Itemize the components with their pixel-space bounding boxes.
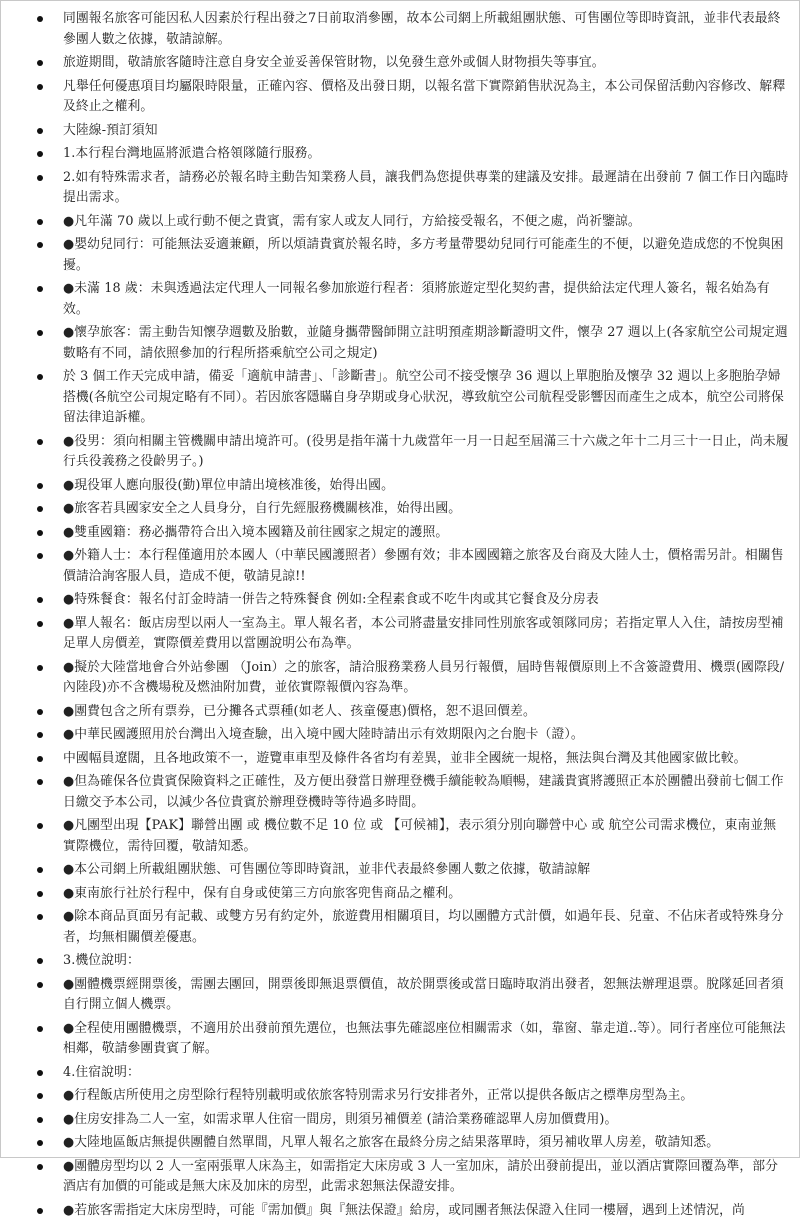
list-item-text: ●大陸地區飯店無提供團體自然單間，凡單人報名之旅客在最終分房之結果落單時，須另補收單人房差，敬請知悉。 xyxy=(63,1135,719,1150)
list-item xyxy=(63,499,789,520)
bullet-icon xyxy=(37,242,43,248)
bullet-icon xyxy=(37,982,43,988)
bullet-icon xyxy=(37,286,43,292)
list-item xyxy=(63,121,789,142)
list-item xyxy=(63,476,789,497)
list-item xyxy=(63,523,789,544)
list-item-text: ●凡團型出現【PAK】聯營出團 或 機位數不足 10 位 或 【可候補】，表示須分別向聯營中心 或 航空公司需求機位，東南並無實際機位，需待回覆，敬請知悉。 xyxy=(63,818,776,854)
bullet-icon xyxy=(37,597,43,603)
bullet-icon xyxy=(37,891,43,897)
list-item-text: 大陸線-預訂須知 xyxy=(63,123,158,138)
list-item xyxy=(63,77,789,118)
list-item-text: ●懷孕旅客：需主動告知懷孕週數及胎數，並隨身攜帶醫師開立註明預產期診斷證明文件，懷孕 27 週以上(各家航空公司規定週數略有不同，請依照參加的行程所搭乘航空公司之規定) xyxy=(63,325,788,361)
list-item-text: 2.如有特殊需求者，請務必於報名時主動告知業務人員，讓我們為您提供專業的建議及安排。最遲請在出發前 7 個工作日內臨時提出需求。 xyxy=(63,170,788,206)
list-item-text: ●嬰幼兒同行：可能無法妥適兼顧，所以煩請貴賓於報名時，多方考量帶嬰幼兒同行可能產生的不便，以避免造成您的不悅與困擾。 xyxy=(63,237,784,273)
list-item xyxy=(63,367,789,429)
list-item xyxy=(63,1133,789,1154)
list-item xyxy=(63,1063,789,1084)
list-item xyxy=(63,590,789,611)
bullet-icon xyxy=(37,374,43,380)
bullet-icon xyxy=(37,1208,43,1214)
list-item-text: ●住房安排為二人一室，如需求單人住宿一間房，則須另補價差 (請洽業務確認單人房加價費用)。 xyxy=(63,1112,617,1127)
list-item xyxy=(63,614,789,655)
bullet-icon xyxy=(37,151,43,157)
list-item-text: ●凡年滿 70 歲以上或行動不便之貴賓，需有家人或友人同行，方給接受報名，不便之處，尚祈鑒諒。 xyxy=(63,214,641,229)
list-item-text: 於 3 個工作天完成申請，備妥「適航申請書」、「診斷書」。航空公司不接受懷孕 36 週以上單胞胎及懷孕 32 週以上多胞胎孕婦搭機(各航空公司規定略有不同）。若因旅客隱瞞自身孕期或身心狀況，導致航空公司航程受影響因而產生之成本，航空公司將保留法律追訴權。 xyxy=(63,369,784,425)
bullet-icon xyxy=(37,219,43,225)
list-item xyxy=(63,1019,789,1060)
list-item xyxy=(63,53,789,74)
bullet-icon xyxy=(37,175,43,181)
bullet-icon xyxy=(37,1117,43,1123)
list-item-text: 1.本行程台灣地區將派遣合格領隊隨行服務。 xyxy=(63,146,320,161)
list-item xyxy=(63,951,789,972)
bullet-icon xyxy=(37,709,43,715)
list-item-text: ●除本商品頁面另有記載、或雙方另有約定外，旅遊費用相關項目，均以團體方式計價，如過年長、兒童、不佔床者或特殊身分者，均無相關價差優惠。 xyxy=(63,909,784,945)
bullet-icon xyxy=(37,867,43,873)
list-item-text: ●本公司網上所載組團狀態、可售團位等即時資訊，並非代表最終參團人數之依據，敬請諒解 xyxy=(63,862,590,877)
list-item xyxy=(63,860,789,881)
list-item xyxy=(63,1110,789,1131)
bullet-icon xyxy=(37,60,43,66)
list-item xyxy=(63,1157,789,1198)
list-item xyxy=(63,168,789,209)
bullet-icon xyxy=(37,621,43,627)
list-item-text: 3.機位說明： xyxy=(63,953,140,968)
list-item-text: ●未滿 18 歲：未與透過法定代理人一同報名參加旅遊行程者：須將旅遊定型化契約書，提供給法定代理人簽名，報名始為有效。 xyxy=(63,281,770,317)
list-item-text: 同團報名旅客可能因私人因素於行程出發之7日前取消參團，故本公司網上所載組團狀態、可售團位等即時資訊，並非代表最終參團人數之依據，敬請諒解。 xyxy=(63,11,781,47)
list-item-text: ●東南旅行社於行程中，保有自身或使第三方向旅客兜售商品之權利。 xyxy=(63,886,461,901)
list-item xyxy=(63,816,789,857)
list-item-text: ●若旅客需指定大床房型時，可能『需加價』與『無法保證』給房，或同團者無法保證入住同一樓層，遇到上述情況，尚 xyxy=(63,1203,745,1218)
bullet-icon xyxy=(37,84,43,90)
list-item-text: ●旅客若具國家安全之人員身分，自行先經服務機關核准，始得出國。 xyxy=(63,501,461,516)
bullet-icon xyxy=(37,1070,43,1076)
list-item-text: ●擬於大陸當地會合外站參團 （Join）之的旅客，請洽服務業務人員另行報價，屆時售報價原則上不含簽證費用、機票(國際段/內陸段)亦不含機場稅及燃油附加費，並依實際報價內容為準。 xyxy=(63,660,784,696)
bullet-icon xyxy=(37,1026,43,1032)
list-item-text: 4.住宿說明： xyxy=(63,1065,140,1080)
list-item xyxy=(63,1201,789,1221)
bullet-icon xyxy=(37,779,43,785)
bullet-icon xyxy=(37,756,43,762)
bullet-icon xyxy=(37,330,43,336)
list-item xyxy=(63,975,789,1016)
list-item xyxy=(63,235,789,276)
list-item xyxy=(63,884,789,905)
list-item-text: ●雙重國籍：務必攜帶符合出入境本國籍及前往國家之規定的護照。 xyxy=(63,525,448,540)
list-item-text: ●行程飯店所使用之房型除行程特別載明或依旅客特別需求另行安排者外，正常以提供各飯店之標準房型為主。 xyxy=(63,1088,693,1103)
bullet-icon xyxy=(37,439,43,445)
bullet-icon xyxy=(37,128,43,134)
list-item xyxy=(63,907,789,948)
list-item xyxy=(63,279,789,320)
list-item-text: 凡舉任何優惠項目均屬限時限量，正確內容、價格及出發日期，以報名當下實際銷售狀況為主，本公司保留活動內容修改、解釋及終止之權利。 xyxy=(63,79,785,115)
list-item xyxy=(63,144,789,165)
list-item-text: ●但為確保各位貴賓保險資料之正確性，及方便出發當日辦理登機手續能較為順暢，建議貴賓將護照正本於團體出發前七個工作日繳交予本公司，以減少各位貴賓於辦理登機時等待過多時間。 xyxy=(63,774,784,810)
bullet-icon xyxy=(37,914,43,920)
bullet-icon xyxy=(37,1164,43,1170)
bullet-icon xyxy=(37,483,43,489)
list-item xyxy=(63,749,789,770)
list-item xyxy=(63,9,789,50)
list-item-text: ●特殊餐食：報名付訂金時請一併告之特殊餐食 例如:全程素食或不吃牛肉或其它餐食及分房表 xyxy=(63,592,599,607)
bullet-icon xyxy=(37,530,43,536)
list-item-text: 旅遊期間，敬請旅客隨時注意自身安全並妥善保管財物，以免發生意外或個人財物損失等事宜。 xyxy=(63,55,605,70)
list-item xyxy=(63,212,789,233)
list-item-text: 中國幅員遼闊，且各地政策不一，遊覽車車型及條件各省均有差異，並非全國統一規格，無法與台灣及其他國家做比較。 xyxy=(63,751,747,766)
bullet-icon xyxy=(37,823,43,829)
bullet-icon xyxy=(37,16,43,22)
list-item xyxy=(63,546,789,587)
list-item-text: ●役男：須向相關主管機關申請出境許可。(役男是指年滿十九歲當年一月一日起至屆滿三十六歲之年十二月三十一日止，尚未履行兵役義務之役齡男子。) xyxy=(63,434,789,470)
list-item-text: ●外籍人士：本行程僅適用於本國人（中華民國護照者）參團有效；非本國國籍之旅客及台商及大陸人士，價格需另計。相關售價請洽詢客服人員，造成不便，敬請見諒!! xyxy=(63,548,784,584)
list-item xyxy=(63,702,789,723)
list-item xyxy=(63,772,789,813)
list-item-text: ●現役軍人應向服役(勤)單位申請出境核准後，始得出國。 xyxy=(63,478,394,493)
list-item-text: ●團體機票經開票後，需團去團回，開票後即無退票價值，故於開票後或當日臨時取消出發者，恕無法辦理退票。脫隊延回者須自行開立個人機票。 xyxy=(63,977,784,1013)
bullet-icon xyxy=(37,1093,43,1099)
notes-list xyxy=(1,1,799,1221)
list-item xyxy=(63,323,789,364)
list-item-text: ●中華民國護照用於台灣出入境查驗，出入境中國大陸時請出示有效期限內之台胞卡（證）。 xyxy=(63,727,584,742)
list-item-text: ●全程使用團體機票，不適用於出發前預先選位，也無法事先確認座位相關需求（如，靠窗、靠走道..等）。同行者座位可能無法相鄰，敬請參團貴賓了解。 xyxy=(63,1021,786,1057)
list-item-text: ●團費包含之所有票券，已分攤各式票種(如老人、孩童優惠)價格，恕不退回價差。 xyxy=(63,704,536,719)
bullet-icon xyxy=(37,665,43,671)
bullet-icon xyxy=(37,553,43,559)
bullet-icon xyxy=(37,506,43,512)
bullet-icon xyxy=(37,732,43,738)
list-item-text: ●團體房型均以 2 人一室兩張單人床為主，如需指定大床房或 3 人一室加床，請於出發前提出，並以酒店實際回覆為準，部分酒店有加價的可能或是無大床及加床的房型，此需求恕無法保證安排。 xyxy=(63,1159,778,1195)
list-item xyxy=(63,658,789,699)
bullet-icon xyxy=(37,1140,43,1146)
bullet-icon xyxy=(37,958,43,964)
list-item xyxy=(63,432,789,473)
list-item-text: ●單人報名：飯店房型以兩人一室為主。單人報名者，本公司將盡量安排同性別旅客或領隊同房；若指定單人入住，請按房型補足單人房價差，實際價差費用以當團說明公布為準。 xyxy=(63,616,784,652)
list-item xyxy=(63,725,789,746)
list-item xyxy=(63,1086,789,1107)
